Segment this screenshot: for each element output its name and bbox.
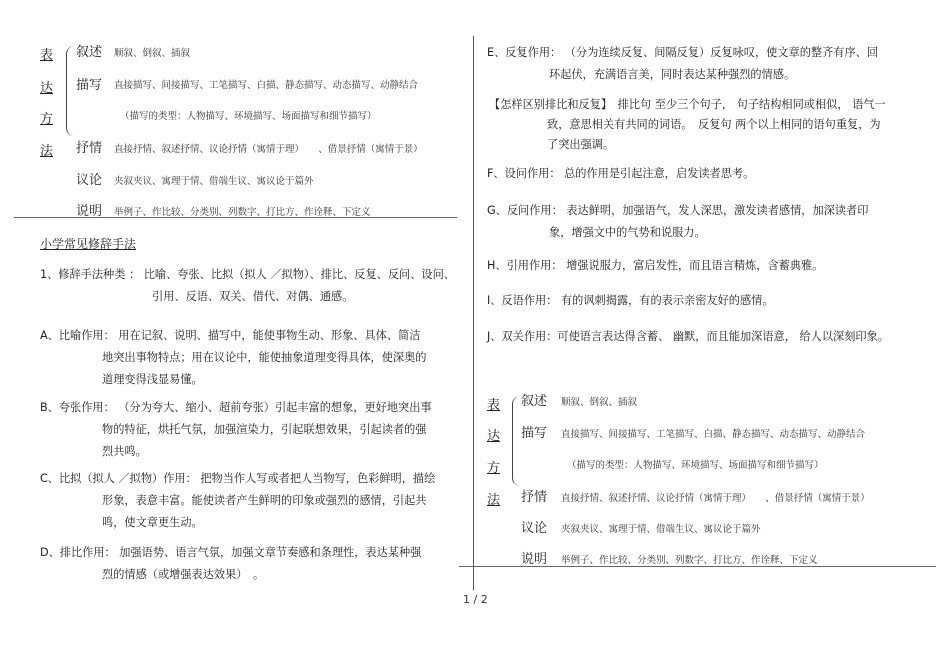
right-row-desc-2: （描写的类型：人物描写、环境描写、场面描写和细节描写） xyxy=(567,460,824,471)
paragraph-line: 【怎样区别排比和反复】 排比句 至少三个句子， 句子结构相同或相似， 语气一 xyxy=(489,98,886,111)
left-row-label-0: 叙述 xyxy=(76,45,103,60)
paragraph-line: 形象，表意丰富。能使读者产生鲜明的印象或强烈的感情，引起共 xyxy=(102,494,427,507)
paragraph-line: 了突出强调。 xyxy=(547,138,615,151)
rhetorical-question-paragraph xyxy=(487,200,868,244)
left-row-desc-3: 直接抒情、叙述抒情、议论抒情（寓情于理） 、借景抒情（寓情于景） xyxy=(114,144,423,155)
right-row-desc-3: 直接抒情、叙述抒情、议论抒情（寓情于理） 、借景抒情（寓情于景） xyxy=(561,493,870,504)
paragraph-line: B、夸张作用： （分为夸大、缩小、超前夸张）引起丰富的想象，更好地突出事 xyxy=(40,401,432,414)
repetition-paragraph xyxy=(487,42,878,86)
right-row-desc-0: 顺叙、倒叙、插叙 xyxy=(561,397,638,408)
page-number: 1 / 2 xyxy=(463,593,488,606)
left-row-desc-5: 举例子、作比较、分类别、列数字、打比方、作诠释、下定义 xyxy=(114,207,371,218)
pun-paragraph xyxy=(487,326,889,348)
paragraph-line: C、比拟（拟人 ／拟物）作用： 把物当作人写或者把人当物写，色彩鲜明，描绘 xyxy=(40,472,436,485)
paragraph-line: 象，增强文中的气势和说服力。 xyxy=(549,226,706,239)
parallel-vs-repetition-paragraph xyxy=(489,95,886,155)
right-row-desc-5: 举例子、作比较、分类别、列数字、打比方、作诠释、下定义 xyxy=(561,555,818,566)
right-row-desc-1: 直接描写、间接描写、工笔描写、白描、静态描写、动态描写、动静结合 xyxy=(561,429,866,440)
personification-paragraph xyxy=(40,468,435,534)
paragraph-line: 烈的情感（或增强表达效果） 。 xyxy=(102,568,265,581)
left-row-label-4: 议论 xyxy=(76,173,103,188)
right-row-label-3: 抒情 xyxy=(521,490,548,505)
right-vchar-1: 达 xyxy=(487,429,501,444)
paragraph-line: 鸣，使文章更生动。 xyxy=(102,516,203,529)
right-row-label-4: 议论 xyxy=(521,521,548,536)
right-vchar-0: 表 xyxy=(487,398,501,413)
parallelism-paragraph xyxy=(40,542,421,586)
paragraph-line: J、双关作用：可使语言表达得含蓄、 幽默，而且能加深语意， 给人以深刻印象。 xyxy=(487,330,889,343)
simile-paragraph xyxy=(40,325,426,391)
left-row-desc-0: 顺叙、倒叙、插叙 xyxy=(114,48,191,59)
paragraph-line: I、反语作用： 有的讽刺揭露，有的表示亲密友好的感情。 xyxy=(487,294,774,307)
paragraph-line: G、反问作用： 表达鲜明，加强语气，发人深思，激发读者感情，加深读者印 xyxy=(487,204,869,217)
rhetorical-question-setup-paragraph xyxy=(487,163,754,185)
right-row-desc-4: 夹叙夹议、寓理于情、借端生议、寓议论于篇外 xyxy=(561,524,761,535)
right-row-label-1: 描写 xyxy=(521,426,548,441)
left-row-label-5: 说明 xyxy=(76,204,103,219)
right-brace xyxy=(512,396,521,486)
right-bottom-divider xyxy=(459,566,936,567)
left-row-label-3: 抒情 xyxy=(76,141,103,156)
paragraph-line: 引用、反语、双关、借代、对偶、通感。 xyxy=(152,290,354,303)
paragraph-line: F、设问作用： 总的作用是引起注意，启发读者思考。 xyxy=(487,167,755,180)
left-vchar-1: 达 xyxy=(40,81,54,96)
left-row-desc-2: （描写的类型：人物描写、环境描写、场面描写和细节描写） xyxy=(120,111,377,122)
paragraph-line: 1、修辞手法种类 ： 比喻、夸张、比拟（拟人 ／拟物）、排比、反复、反问、设问、 xyxy=(40,268,455,281)
rhetoric-types-paragraph xyxy=(40,264,455,308)
left-vchar-3: 法 xyxy=(40,144,54,159)
paragraph-line: D、排比作用： 加强语势、语言气氛，加强文章节奏感和条理性，表达某种强 xyxy=(40,546,422,559)
left-row-label-1: 描写 xyxy=(76,78,103,93)
column-separator xyxy=(473,36,474,590)
paragraph-line: 烈共鸣。 xyxy=(102,445,147,458)
left-row-desc-1: 直接描写、间接描写、工笔描写、白描、静态描写、动态描写、动静结合 xyxy=(114,80,419,91)
paragraph-line: 道理变得浅显易懂。 xyxy=(102,373,203,386)
right-vchar-2: 方 xyxy=(487,461,501,476)
paragraph-line: H、引用作用： 增强说服力，富启发性，而且语言精炼，含蓄典雅。 xyxy=(487,259,824,272)
left-divider xyxy=(14,217,457,218)
paragraph-line: E、反复作用： （分为连续反复、间隔反复）反复咏叹，使文章的整齐有序、回 xyxy=(487,46,879,59)
left-vchar-0: 表 xyxy=(40,48,54,63)
left-row-desc-4: 夹叙夹议、寓理于情、借端生议、寓议论于篇外 xyxy=(114,176,314,187)
right-vchar-3: 法 xyxy=(487,493,501,508)
paragraph-line: 物的特征，烘托气氛，加强渲染力，引起联想效果，引起读者的强 xyxy=(102,423,427,436)
right-row-label-5: 说明 xyxy=(521,552,548,567)
quotation-paragraph xyxy=(487,255,823,277)
paragraph-line: 环起伏，充满语言美，同时表达某种强烈的情感。 xyxy=(549,68,796,81)
section-title: 小学常见修辞手法 xyxy=(40,237,137,251)
irony-paragraph xyxy=(487,290,774,312)
hyperbole-paragraph xyxy=(40,397,432,463)
paragraph-line: A、比喻作用： 用在记叙、说明、描写中，能使事物生动、形象、具体、简洁 xyxy=(40,329,421,342)
paragraph-line: 致，意思相关有共同的词语。 反复句 两个以上相同的语句重复，为 xyxy=(547,118,881,131)
paragraph-line: 地突出事物特点；用在议论中，能使抽象道理变得具体，使深奥的 xyxy=(102,351,427,364)
left-brace xyxy=(66,46,75,136)
left-vchar-2: 方 xyxy=(40,112,54,127)
right-row-label-0: 叙述 xyxy=(521,394,548,409)
